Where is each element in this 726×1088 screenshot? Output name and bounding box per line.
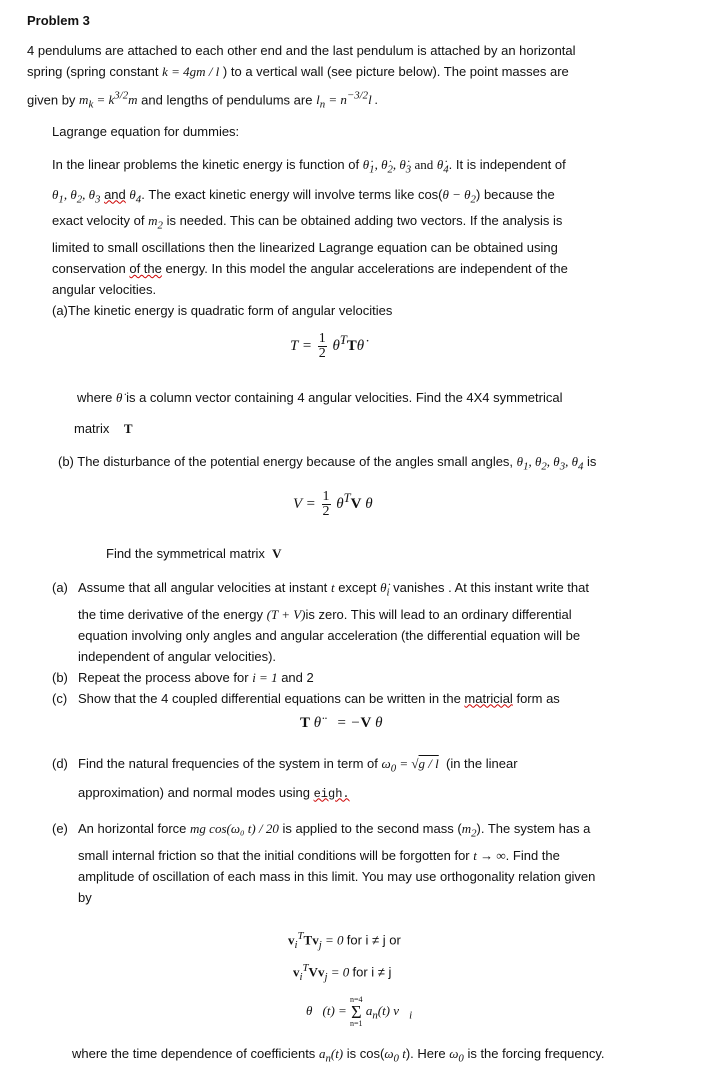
question-list-3 <box>52 818 652 908</box>
intro-line-3: given by $m_k = k^{3/2}m$ and lengths of pendulums are $l_n = n^{-3/2}l$ . <box>27 90 379 111</box>
kinetic-energy-equation: T = $\frac{1}{2}$ θ̇$^T$Tθ̇ <box>290 331 365 361</box>
theta-dot-list: $\thetȧ_1$, $\thetȧ_2$, $\thetȧ_3$ <box>362 157 412 176</box>
theta-list: $\theta_1$, $\theta_2$, $\theta_3$ <box>52 186 101 206</box>
eigh-code: eigh. <box>313 786 350 801</box>
orthogonality-eq-2: $v_i^TVv_j = 0$ for i ≠ j <box>293 962 392 983</box>
matrix-ode-equation: T θ̈⃗ = −V θ⃗ <box>300 715 395 731</box>
force-formula: mg cos(ω₀ t) / 20 <box>190 821 279 836</box>
list-item: (c) Show that the 4 coupled differential equations can be written in the matricial form as <box>52 690 560 706</box>
cos-term: $\cos(\theta - \theta_2)$ <box>417 186 481 206</box>
intro-line-1: 4 pendulums are attached to each other end and the last pendulum is attached by an horizontal <box>27 43 576 58</box>
omega-zero-formula: $\omega_0 = √g / l$ <box>381 756 439 775</box>
question-list-1 <box>52 577 632 709</box>
mass-formula: $m_k = k^{3/2}m$ <box>79 90 138 111</box>
question-list-2 <box>52 753 632 805</box>
list-item: (d) Find the natural frequencies of the system in term of $\omega_0 = √g / l$ (in the linear approximation) and normal modes using eigh. <box>52 756 518 801</box>
spring-constant-formula: k = 4gm / l <box>162 64 220 79</box>
matrix-v-symbol: V <box>272 546 282 561</box>
list-item: (e) An horizontal force mg cos(ω₀ t) / 20 is applied to the second mass $(m_2)$. The system has a small internal friction so that the initial conditions will be forgotten for t → ∞. Find the amplitude of oscillation of each mass in this limit. You may use orthogonality relation given by <box>52 821 596 905</box>
lagrange-heading: Lagrange equation for dummies: <box>52 124 240 139</box>
intro-paragraph <box>27 40 707 116</box>
mode-expansion-equation: θ⃗(t) = n=4 Σ n=1 $a_n(t)$ $v⃗_i$ <box>306 995 413 1028</box>
potential-energy-equation: V = $\frac{1}{2}$ $\theta^TV$ θ <box>293 489 373 519</box>
orthogonality-eq-1: $v_i^TTv_j = 0$ for i ≠ j or <box>288 930 401 951</box>
list-item: (b) Repeat the process above for i = 1 and 2 <box>52 669 314 685</box>
footer-text: where the time dependence of coefficients $a_n(t)$ is $\cos(\omega_0$ t). Here $\omega_0$ is the forcing frequency. <box>72 1046 605 1065</box>
part-a-text: (a)The kinetic energy is quadratic form of angular velocities <box>52 303 393 318</box>
problem-title: Problem 3 <box>27 13 90 28</box>
part-a-where: where θ̇ is a column vector containing 4 angular velocities. Find the 4X4 symmetrical <box>77 390 563 405</box>
linear-paragraph: In the linear problems the kinetic energy is function of $\thetȧ_1$, $\thetȧ_2$, $\thetȧ_3$ and $\thetȧ_4$. It is independent of $\theta_1$, $\theta_2$, $\theta_3$ and $\theta_4$. The exact kinetic energy will involve terms like $\cos(\theta - \theta_2)$ because the exact velocity of $m_2$ is needed. This can be obtained adding two vectors. If the analysis is limited to small oscillations then the linearized Lagrange equation can be obtained using conservation of the energy. In this model the angular accelerations are independent of the angular velocities. <box>52 157 568 297</box>
matrix-t-symbol: T <box>123 421 133 436</box>
part-b-text: (b) The disturbance of the potential energy because of the angles small angles, $\theta_1$, $\theta_2$, $\theta_3$, $\theta_4$ is <box>58 454 597 473</box>
intro-line-2: spring (spring constant k = 4gm / l ) to a vertical wall (see picture below). The point masses are <box>27 64 569 79</box>
part-a-matrix-label: matrix T <box>74 421 133 436</box>
length-formula: $l_n = n^{-3/2}l$ . <box>316 90 379 111</box>
part-b-find: Find the symmetrical matrix V <box>106 546 282 561</box>
list-item: (a) Assume that all angular velocities at instant t except $\thetȧ_i$ vanishes . At this instant write that the time derivative of the energy (T + V)is zero. This will lead to an ordinary differential equation involving only angles and angular acceleration (the differential equation will be independent of angular velocities). <box>52 580 589 664</box>
